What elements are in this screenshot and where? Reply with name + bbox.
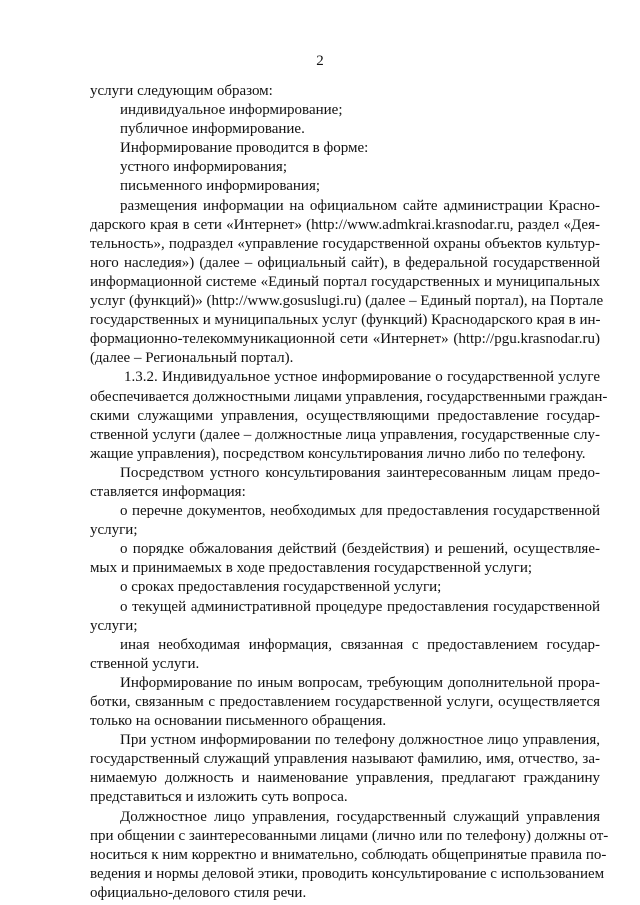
text-line: о перечне документов, необходимых для предоставления государственной [120, 503, 600, 520]
text-line: при общении с заинтересованными лицами (лично или по телефону) должны от- [90, 827, 609, 844]
text-line: ведения и нормы деловой этики, проводить консультирование с использованием [90, 865, 605, 882]
text-line: о сроках предоставления государственной услуги; [120, 579, 442, 596]
text-line: публичное информирование. [120, 121, 305, 138]
text-line: Информирование по иным вопросам, требующим дополнительной прора- [120, 674, 600, 691]
text-line: нимаемую должность и наименование управления, предлагают гражданину [90, 770, 600, 787]
text-line: услуг (функций)» (http://www.gosuslugi.ru) (далее – Единый портал), на Портале [90, 293, 604, 310]
text-line: о порядке обжалования действий (бездействия) и решений, осуществляе- [120, 541, 600, 558]
text-line: услуги; [90, 522, 138, 539]
text-line: только на основании письменного обращения. [90, 713, 387, 730]
text-line: размещения информации на официальном сайте администрации Красно- [120, 197, 600, 214]
text-line: представиться и изложить суть вопроса. [90, 789, 348, 806]
text-line: мых и принимаемых в ходе предоставления государственной услуги; [90, 560, 533, 577]
text-line: (далее – Региональный портал). [90, 350, 294, 367]
text-line: иная необходимая информация, связанная с предоставлением государ- [120, 636, 600, 653]
page-number: 2 [316, 53, 324, 69]
text-line: ственной услуги (далее – должностные лица управления, государственные слу- [90, 426, 600, 443]
text-line: ботки, связанным с предоставлением государственной услуги, осуществляется [90, 694, 600, 710]
text-line: информационной системе «Единый портал государственных и муниципальных [90, 273, 600, 290]
text-line: формационно-телекоммуникационной сети «Интернет» (http://pgu.krasnodar.ru) [90, 331, 600, 348]
text-line: о текущей административной процедуре предоставления государственной [120, 598, 600, 615]
text-line: ного наследия») (далее – официальный сайт), в федеральной государственной [90, 254, 600, 271]
text-line: ставляется информация: [90, 483, 246, 500]
text-line: При устном информировании по телефону должностное лицо управления, [120, 732, 600, 749]
text-line: официально-делового стиля речи. [90, 884, 307, 901]
text-line: тельность», подраздел «управление государственной охраны объектов культур- [90, 235, 600, 252]
text-line: индивидуальное информирование; [120, 102, 343, 119]
text-line: Информирование проводится в форме: [120, 140, 369, 157]
text-line: услуги; [90, 617, 138, 634]
text-line: обеспечивается должностными лицами управления, государственными граждан- [90, 388, 608, 405]
text-line: носиться к ним корректно и внимательно, соблюдать общепринятые правила по- [90, 846, 607, 863]
text-line: услуги следующим образом: [90, 83, 273, 99]
text-line: 1.3.2. Индивидуальное устное информирование о государственной услуге [124, 369, 600, 386]
text-line: Посредством устного консультирования заинтересованным лицам предо- [120, 464, 600, 481]
text-line: дарского края в сети «Интернет» (http://www.admkrai.krasnodar.ru, раздел «Дея- [90, 216, 600, 233]
document-body [90, 82, 609, 903]
text-line: устного информирования; [120, 159, 287, 176]
text-line: Должностное лицо управления, государственный служащий управления [120, 808, 600, 825]
text-line: государственных и муниципальных услуг (функций) Краснодарского края в ин- [90, 312, 601, 329]
text-line: государственный служащий управления называют фамилию, имя, отчество, за- [90, 751, 600, 768]
text-line: жащие управления), посредством консультирования лично либо по телефону. [90, 445, 586, 462]
text-line: ственной услуги. [90, 655, 200, 672]
text-line: письменного информирования; [120, 178, 321, 195]
text-line: скими служащими управления, осуществляющими предоставление государ- [90, 407, 600, 424]
